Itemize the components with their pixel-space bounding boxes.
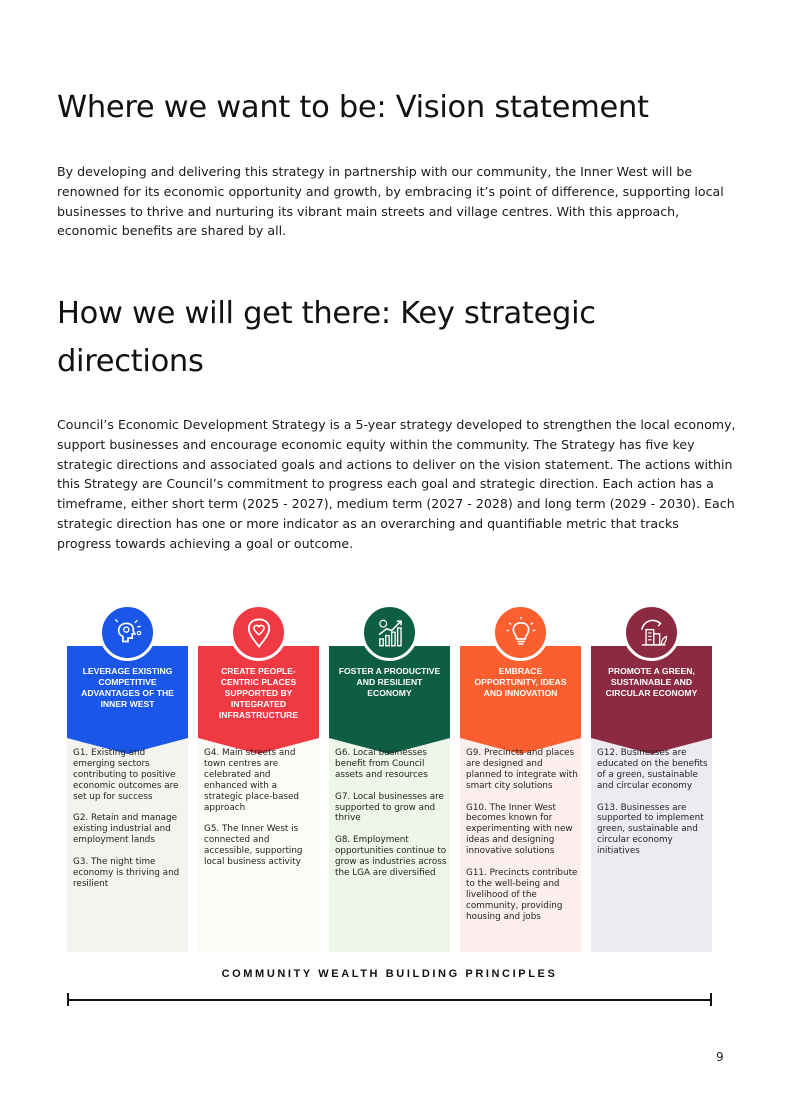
goal-item: G1. Existing and emerging sectors contributing to positive economic outcomes are set up for success [73,748,179,802]
direction-title: EMBRACE OPPORTUNITY, IDEAS AND INNOVATION [474,666,567,698]
directions-heading: How we will get there: Key strategic directions [57,296,596,379]
goal-item: G10. The Inner West becomes known for experimenting with new ideas and designing innovative solutions [466,802,573,857]
goal-item: G9. Precincts and places are designed and planned to integrate with smart city solutions [466,748,578,791]
idea-head-icon [111,616,145,650]
direction-goals [204,748,316,879]
direction-icon-circle [623,604,680,661]
direction-icon-circle [99,604,156,661]
goal-item: G8. Employment opportunities continue to grow as industries across the LGA are diversified [335,835,447,878]
lightbulb-icon [504,616,538,650]
direction-goals [466,748,578,933]
page-number: 9 [716,1050,724,1064]
goal-item: G4. Main streets and town centres are celebrated and enhanced with a strategic place-based approach [204,748,299,813]
direction-column-3 [329,602,450,952]
direction-column-4 [460,602,581,952]
principles-line [67,999,712,1001]
goal-item: G7. Local businesses are supported to grow and thrive [335,791,444,824]
direction-goals [335,748,447,890]
direction-title: FOSTER A PRODUCTIVE AND RESILIENT ECONOMY [338,666,441,698]
principles-line-end-tick [710,993,712,1006]
vision-heading: Where we want to be: Vision statement [57,90,649,125]
direction-goals [597,748,709,868]
goal-item: G11. Precincts contribute to the well-being and livelihood of the community, providing housing and jobs [466,867,578,922]
direction-icon-circle [361,604,418,661]
goal-item: G2. Retain and manage existing industrial and employment lands [73,813,178,846]
direction-title: CREATE PEOPLE-CENTRIC PLACES SUPPORTED BY INTEGRATED INFRASTRUCTURE [218,666,299,720]
direction-title: PROMOTE A GREEN, SUSTAINABLE AND CIRCULAR ECONOMY [605,666,698,698]
goal-item: G6. Local businesses benefit from Council assets and resources [335,748,428,780]
green-building-icon [635,616,669,650]
community-wealth-principles-label: COMMUNITY WEALTH BUILDING PRINCIPLES [221,968,558,980]
growth-chart-icon [373,616,407,650]
goal-item: G5. The Inner West is connected and accessible, supporting local business activity [204,824,303,868]
goal-item: G3. The night time economy is thriving and resilient [73,857,180,889]
location-heart-icon [242,616,276,650]
direction-icon-circle [492,604,549,661]
goal-item: G13. Businesses are supported to implement green, sustainable and circular economy initiatives [597,802,704,857]
direction-column-2 [198,602,319,952]
direction-icon-circle [230,604,287,661]
direction-title: LEVERAGE EXISTING COMPETITIVE ADVANTAGES OF THE INNER WEST [81,666,174,709]
direction-column-5 [591,602,712,952]
vision-paragraph: By developing and delivering this strategy in partnership with our community, the Inner West will be renowned for its economic opportunity and growth, by embracing it’s point of difference, supporting local businesses to thrive and nurturing its vibrant main streets and village centres. With this approach, economic benefits are shared by all. [57,164,724,239]
principles-line-start-tick [67,993,69,1006]
directions-paragraph: Council’s Economic Development Strategy is a 5-year strategy developed to strengthen the local economy, support businesses and encourage economic equity within the community. The Strategy has five key strategic directions and associated goals and actions to deliver on the vision statement. The actions within this Strategy are Council’s commitment to progress each goal and strategic direction. Each action has a timeframe, either short term (2025 - 2027), medium term (2027 - 2028) and long term (2029 - 2030). Each strategic direction has one or more indicator as an overarching and quantifiable metric that tracks progress towards achieving a goal or outcome. [57,417,736,551]
goal-item: G12. Businesses are educated on the benefits of a green, sustainable and circular economy [597,748,708,791]
direction-column-1 [67,602,188,952]
direction-goals [73,748,185,901]
